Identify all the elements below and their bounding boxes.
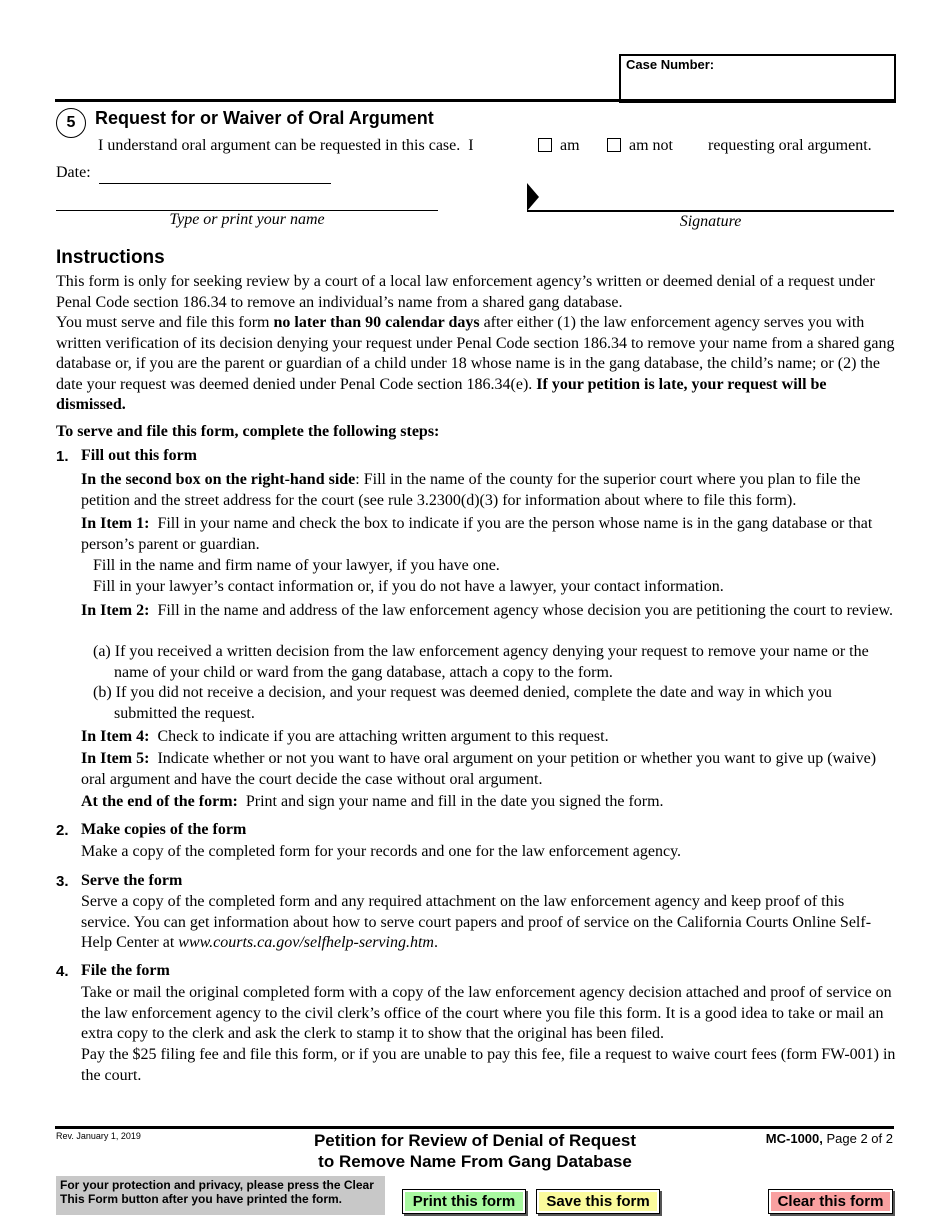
step1-item2: In Item 2: Fill in the name and address of the law enforcement agency whose decision you are petitioning the court to review.: [81, 602, 894, 619]
step1-item1-sub1: Fill in the name and firm name of your lawyer, if you have one.: [93, 557, 500, 574]
case-number-label: Case Number:: [626, 57, 715, 72]
step-number: 4.: [56, 963, 69, 980]
clear-form-button[interactable]: Clear this form: [768, 1189, 893, 1214]
step1-item2-a: (a) If you received a written decision from the law enforcement agency denying your request to remove your name or the name of your child or ward from the gang database, attach a copy to the form.: [93, 643, 869, 681]
selfhelp-link[interactable]: www.courts.ca.gov/selfhelp-serving.htm: [178, 934, 434, 952]
case-number-field[interactable]: [619, 54, 896, 103]
step3-title: Serve the form: [81, 872, 183, 889]
step1-end: At the end of the form: Print and sign your name and fill in the date you signed the form.: [81, 793, 664, 810]
step2-body: Make a copy of the completed form for your records and one for the law enforcement agency.: [81, 843, 682, 860]
top-divider: [55, 99, 894, 102]
am-not-label: am not: [629, 137, 673, 154]
step1-item2-b: (b) If you did not receive a decision, and your request was deemed denied, complete the date and way in which you submitted the request.: [93, 684, 832, 722]
footer-divider: [55, 1126, 894, 1129]
save-form-button[interactable]: Save this form: [536, 1189, 660, 1214]
am-label: am: [560, 137, 580, 154]
step2-title: Make copies of the form: [81, 821, 247, 838]
step1-item1-sub2: Fill in your lawyer’s contact information or, if you do not have a lawyer, your contact information.: [93, 578, 724, 595]
instructions-paragraph-1: This form is only for seeking review by a court of a local law enforcement agency’s written or deemed denial of a request under Penal Code section 186.34 to remove an individual’s name from a shared gang database.: [56, 273, 875, 311]
instructions-paragraph-2: You must serve and file this form no later than 90 calendar days after either (1) the law enforcement agency serves you with written verification of its decision denying your request under Penal Code section 186.34 to remove your name from a shared gang database or, if you are the parent or guardian of a child under 18 whose name is in the gang database, the child’s name; or (2) the date your request was deemed denied under Penal Code section 186.34(e). If your petition is late, your request will be dismissed.: [56, 314, 895, 414]
step4-title: File the form: [81, 962, 170, 979]
step-number: 1.: [56, 448, 69, 465]
privacy-notice: For your protection and privacy, please press the Clear This Form button after you have printed the form.: [56, 1176, 385, 1215]
oral-argument-statement: I understand oral argument can be requested in this case. I: [98, 137, 474, 154]
step1-title: Fill out this form: [81, 447, 197, 464]
step1-item1: In Item 1: Fill in your name and check the box to indicate if you are the person whose name is in the gang database or that person’s parent or guardian.: [81, 515, 877, 553]
signature-field[interactable]: [527, 210, 894, 212]
step-number: 2.: [56, 822, 69, 839]
revision-date: Rev. January 1, 2019: [56, 1131, 141, 1141]
steps-intro: To serve and file this form, complete the following steps:: [56, 423, 440, 440]
item5-title: Request for or Waiver of Oral Argument: [95, 108, 434, 128]
step1-item4: In Item 4: Check to indicate if you are attaching written argument to this request.: [81, 728, 609, 745]
requesting-label: requesting oral argument.: [708, 137, 872, 154]
am-not-checkbox[interactable]: [607, 138, 621, 152]
step4-body-1: Take or mail the original completed form with a copy of the law enforcement agency decision attached and proof of service on the law enforcement agency to the civil clerk’s office of the court where you file this form. It is a good idea to take or mail an extra copy to the clerk and ask the clerk to stamp it to show that the original has been filed.: [81, 984, 892, 1043]
item-number-badge: 5: [56, 108, 86, 138]
instructions-heading: Instructions: [56, 247, 165, 268]
am-checkbox[interactable]: [538, 138, 552, 152]
step1-second-box: In the second box on the right-hand side: Fill in the name of the county for the superior court where you plan to file the petition and the street address for the court (see rule 3.2300(d)(3) for information about where to file this form).: [81, 471, 861, 509]
name-caption: Type or print your name: [169, 211, 325, 228]
signature-caption: Signature: [679, 213, 742, 230]
date-label: Date:: [56, 164, 91, 181]
print-form-button[interactable]: Print this form: [402, 1189, 526, 1214]
form-title: Petition for Review of Denial of Request to Remove Name From Gang Database: [313, 1131, 637, 1171]
step3-body: Serve a copy of the completed form and any required attachment on the law enforcement agency and keep proof of this service. You can get information about how to serve court papers and proof of service on the California Courts Online Self-Help Center at www.courts.ca.gov/selfhelp-serving.htm.: [81, 893, 872, 952]
form-code: MC-1000, Page 2 of 2: [765, 1131, 893, 1146]
step1-item5: In Item 5: Indicate whether or not you want to have oral argument on your petition or whether you want to give up (waive) oral argument and have the court decide the case without oral argument.: [81, 750, 881, 788]
date-input[interactable]: [99, 183, 331, 184]
signature-arrow-icon: [527, 183, 539, 211]
step4-body-2: Pay the $25 filing fee and file this form, or if you are unable to pay this fee, file a request to waive court fees (form FW-001) in the court.: [81, 1046, 896, 1084]
step-number: 3.: [56, 873, 69, 890]
